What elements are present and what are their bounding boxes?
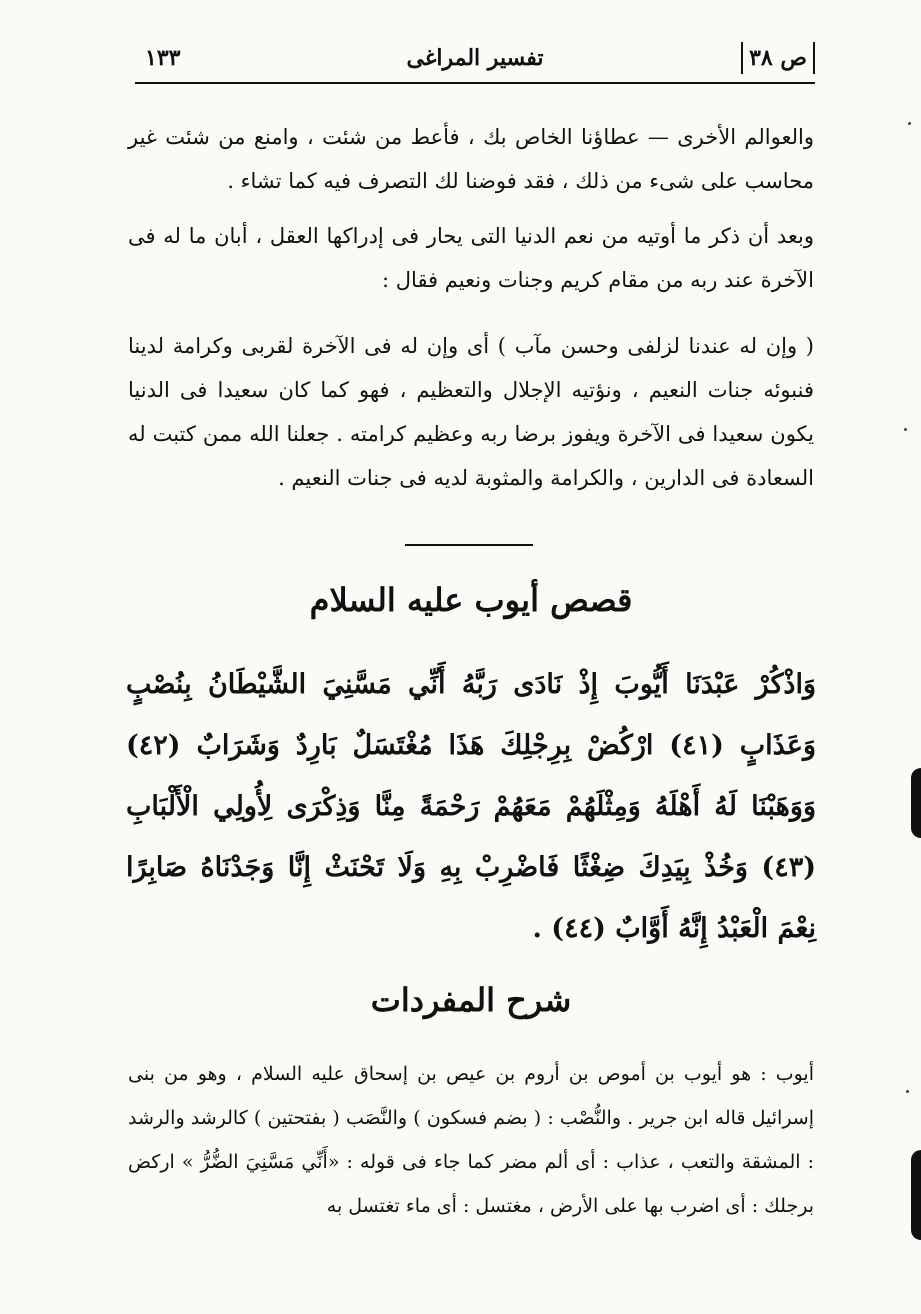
vocabulary-heading: شرح المفردات xyxy=(370,981,572,1019)
paragraph-text: ( وإن له عندنا لزلفى وحسن مآب ) أى وإن له فى الآخرة لقربى وكرامة لدينا فنبوئه جنات النعيم ، ونؤتيه الإجلال والتعظيم ، فهو كما كان سعيدا فى الدنيا يكون سعيدا فى الآخرة ويفوز برضا ربه وعظيم كرامته . جعلنا الله ممن كتبت له السعادة فى الدارين ، والكرامة والمثوبة لديه فى جنات النعيم . xyxy=(128,334,814,490)
paragraph-1 xyxy=(128,115,814,203)
scan-artifact xyxy=(911,1150,921,1240)
paragraph-3 xyxy=(128,324,814,500)
scan-speck xyxy=(906,1090,909,1093)
scan-speck xyxy=(908,122,911,125)
running-header xyxy=(135,38,815,84)
paragraph-text: والعوالم الأخرى — عطاؤنا الخاص بك ، فأعط من شئت ، وامنع من شئت غير محاسب على شىء من ذلك ، فقد فوضنا لك التصرف فيه كما تشاء . xyxy=(128,125,814,193)
paragraph-2 xyxy=(128,214,814,302)
scan-speck xyxy=(904,428,907,431)
page-number: ١٣٣ xyxy=(145,45,181,71)
section-divider xyxy=(405,544,533,546)
scan-artifact xyxy=(911,768,921,838)
vocabulary-text: أيوب : هو أيوب بن أموص بن أروم بن عيص بن إسحاق عليه السلام ، وهو من بنى إسرائيل قاله ابن جرير . والنُّصْب : ( بضم فسكون ) والنَّصَب ( بفتحتين ) كالرشد والرشد : المشقة والتعب ، عذاب : أى ألم مضر كما جاء فى قوله : «أَنِّي مَسَّنِيَ الضُّرُّ » اركض برجلك : أى اضرب بها على الأرض ، مغتسل : أى ماء تغتسل به xyxy=(128,1063,814,1217)
paragraph-text: وبعد أن ذكر ما أوتيه من نعم الدنيا التى يحار فى إدراكها العقل ، أبان ما له فى الآخرة عند ربه من مقام كريم وجنات ونعيم فقال : xyxy=(128,224,814,292)
quran-verses: وَاذْكُرْ عَبْدَنَا أَيُّوبَ إِذْ نَادَى رَبَّهُ أَنِّي مَسَّنِيَ الشَّيْطَانُ بِنُصْبٍ وَعَذَابٍ (٤١) ارْكُضْ بِرِجْلِكَ هَذَا مُغْتَسَلٌ بَارِدٌ وَشَرَابٌ (٤٢) وَوَهَبْنَا لَهُ أَهْلَهُ وَمِثْلَهُمْ مَعَهُمْ رَحْمَةً مِنَّا وَذِكْرَى لِأُولِي الْأَلْبَابِ (٤٣) وَخُذْ بِيَدِكَ ضِغْثًا فَاضْرِبْ بِهِ وَلَا تَحْنَثْ إِنَّا وَجَدْنَاهُ صَابِرًا نِعْمَ الْعَبْدُ إِنَّهُ أَوَّابٌ (٤٤) . xyxy=(126,669,816,944)
section-heading: قصص أيوب عليه السلام xyxy=(309,581,633,619)
chapter-marker: ص ٣٨ xyxy=(741,42,815,74)
book-title: تفسير المراغى xyxy=(406,45,544,71)
